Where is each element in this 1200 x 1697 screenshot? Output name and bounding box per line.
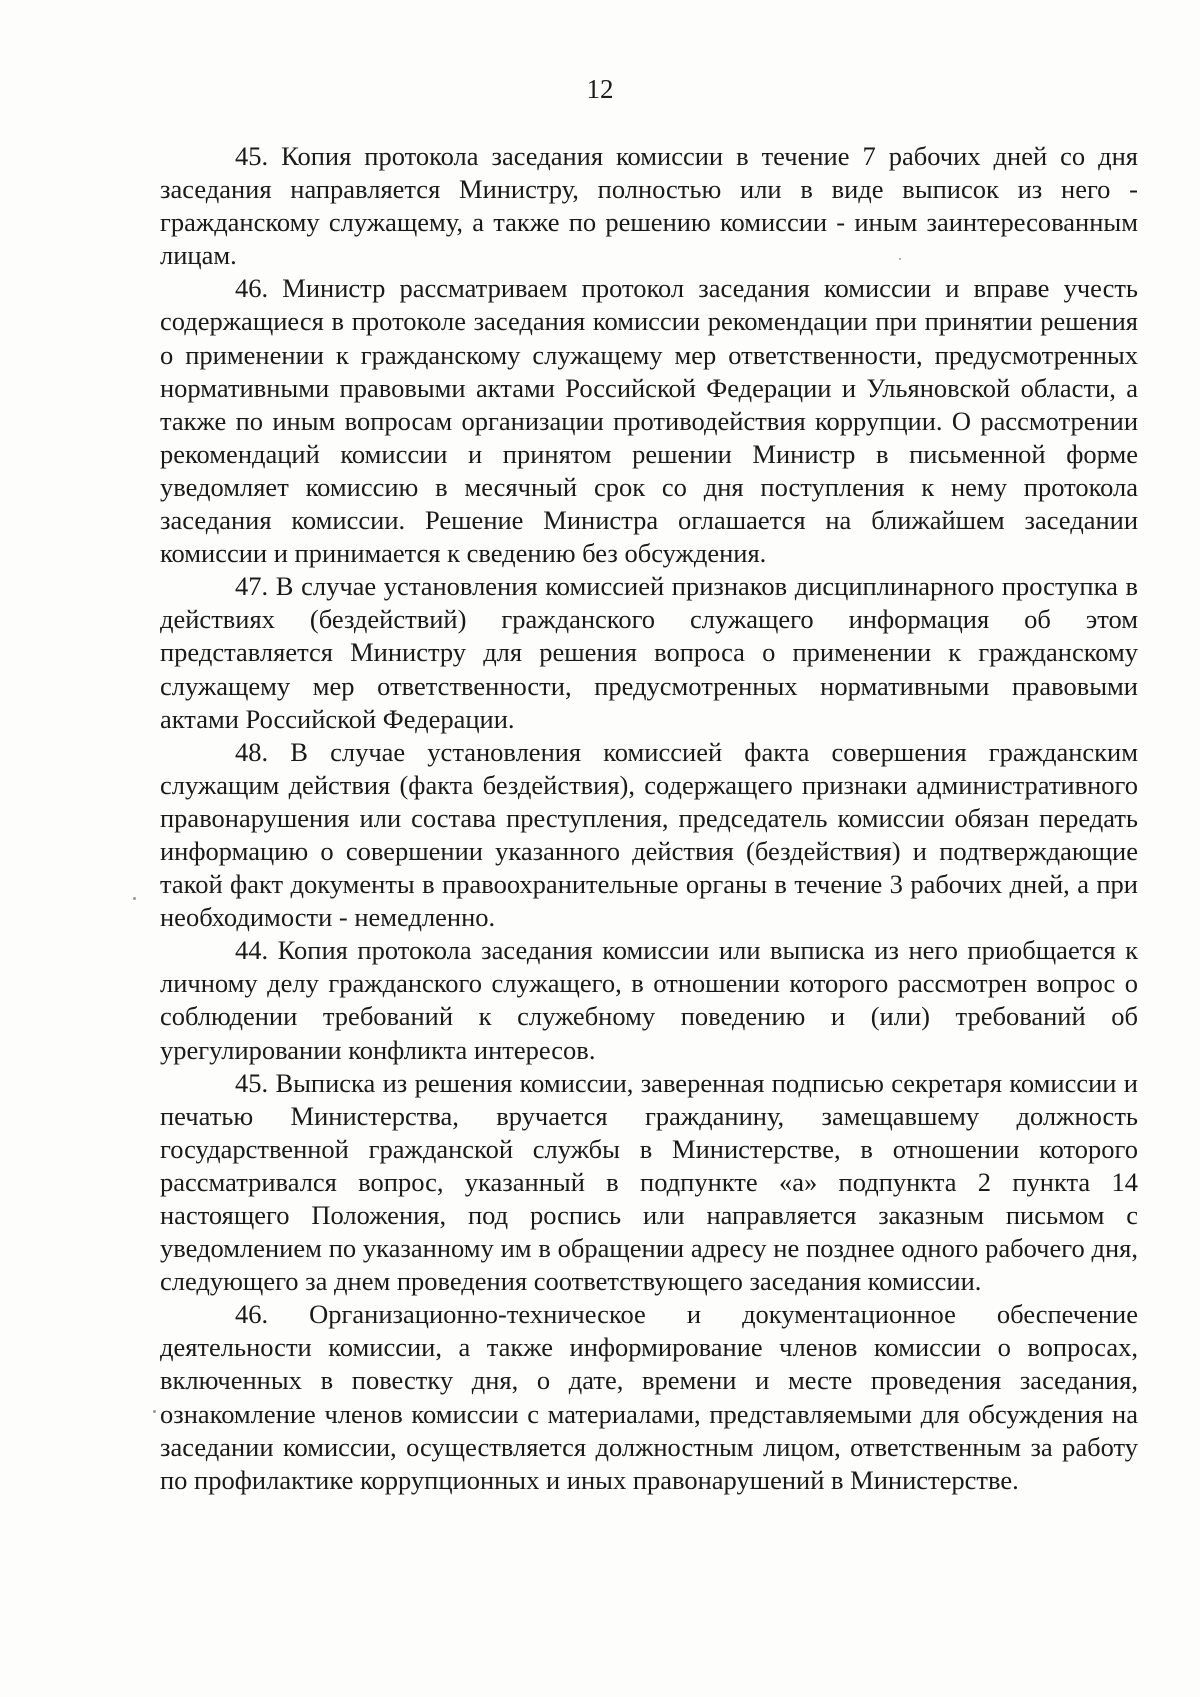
- scan-speck: [153, 1410, 156, 1413]
- scan-speck: [899, 258, 901, 260]
- paragraph-45-protocol-copy: 45. Копия протокола заседания комиссии в течение 7 рабочих дней со дня заседания направляется Министру, полностью или в виде выписок из него - гражданскому служащему, а также по решению комиссии - иным заинтересованным лицам.: [160, 141, 1138, 271]
- paragraph-46-support: 46. Организационно-техническое и документационное обеспечение деятельности комиссии, а также информирование членов комиссии о вопросах, включенных в повестку дня, о дате, времени и месте проведения заседания, ознакомление членов комиссии с материалами, представляемыми для обсуждения на заседании комиссии, осуществляется должностным лицом, ответственным за работу по профилактике коррупционных и иных правонарушений в Министерстве.: [160, 1299, 1138, 1495]
- paragraph-46-minister-review: 46. Министр рассматриваем протокол заседания комиссии и вправе учесть содержащиеся в протоколе заседания комиссии рекомендации при принятии решения о применении к гражданскому служащему мер ответственности, предусмотренных нормативными правовыми актами Российской Федерации и Ульяновской области, а также по иным вопросам организации противодействия коррупции. О рассмотрении рекомендаций комиссии и принятом решении Министр в письменной форме уведомляет комиссию в месячный срок со дня поступления к нему протокола заседания комиссии. Решение Министра оглашается на ближайшем заседании комиссии и принимается к сведению без обсуждения.: [160, 273, 1138, 569]
- document-body: [160, 140, 1138, 1497]
- scan-speck: [133, 897, 136, 900]
- paragraph-45-extract: 45. Выписка из решения комиссии, заверенная подписью секретаря комиссии и печатью Министерства, вручается гражданину, замещавшему должность государственной гражданской службы в Министерстве, в отношении которого рассматривался вопрос, указанный в подпункте «а» подпункта 2 пункта 14 настоящего Положения, под роспись или направляется заказным письмом с уведомлением по указанному им в обращении адресу не позднее одного рабочего дня, следующего за днем проведения соответствующего заседания комиссии.: [160, 1067, 1138, 1297]
- page-number: 12: [586, 74, 614, 104]
- paragraph-48-offense: 48. В случае установления комиссией факта совершения гражданским служащим действия (факта бездействия), содержащего признаки административного правонарушения или состава преступления, председатель комиссии обязан передать информацию о совершении указанного действия (бездействия) и подтверждающие такой факт документы в правоохранительные органы в течение 3 рабочих дней, а при необходимости - немедленно.: [160, 736, 1138, 933]
- paragraph-44-personal-file: 44. Копия протокола заседания комиссии или выписка из него приобщается к личному делу гражданского служащего, в отношении которого рассмотрен вопрос о соблюдении требований к служебному поведению и (или) требований об урегулировании конфликта интересов.: [160, 935, 1138, 1065]
- paragraph-47-disciplinary: 47. В случае установления комиссией признаков дисциплинарного проступка в действиях (бездействий) гражданского служащего информация об этом представляется Министру для решения вопроса о применении к гражданскому служащему мер ответственности, предусмотренных нормативными правовыми актами Российской Федерации.: [160, 571, 1138, 734]
